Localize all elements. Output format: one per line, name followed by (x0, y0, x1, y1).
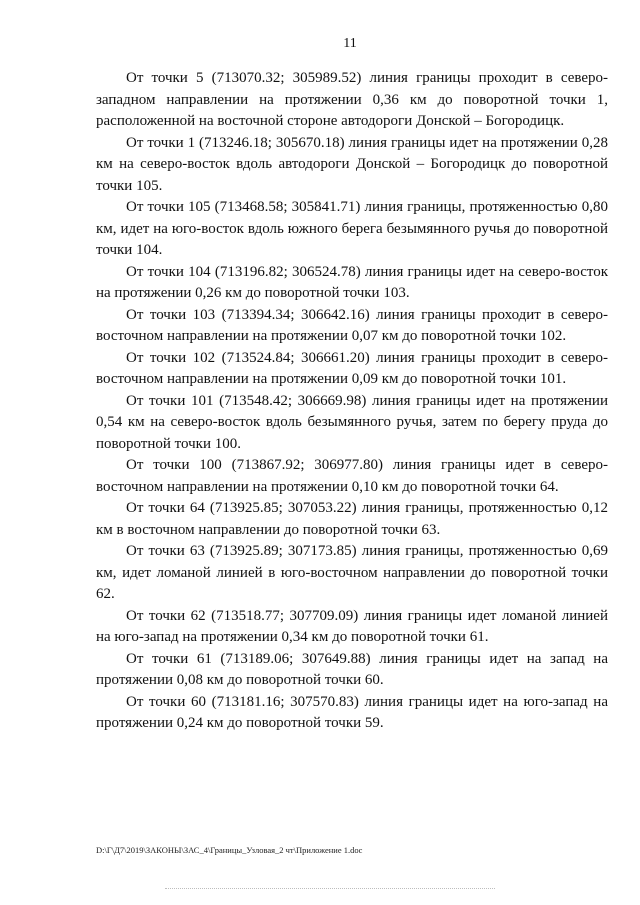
paragraph-point-103: От точки 103 (713394.34; 306642.16) линия границы проходит в северо-восточном направлении на протяжении 0,07 км до поворотной точки 102. (96, 306, 608, 344)
paragraph-point-100: От точки 100 (713867.92; 306977.80) линия границы идет в северо-восточном направлении на протяжении 0,10 км до поворотной точки 64. (96, 457, 608, 495)
paragraph-point-1: От точки 1 (713246.18; 305670.18) линия границы идет на протяжении 0,28 км на северо-восток вдоль автодороги Донской – Богородицк до поворотной точки 105. (96, 134, 608, 194)
paragraph-point-5: От точки 5 (713070.32; 305989.52) линия границы проходит в северо-западном направлении на протяжении 0,36 км до поворотной точки 1, расположенной на восточной стороне автодороги Донской – Богородицк. (96, 70, 608, 129)
paragraph-point-63: От точки 63 (713925.89; 307173.85) линия границы, протяженностью 0,69 км, идет ломаной линией в юго-восточном направлении до поворотной точки 62. (96, 543, 608, 602)
paragraph-point-105: От точки 105 (713468.58; 305841.71) линия границы, протяженностью 0,80 км, идет на юго-восток вдоль южного берега безымянного ручья до поворотной точки 104. (96, 199, 608, 258)
scan-artifact-line (165, 888, 495, 890)
paragraph-point-61: От точки 61 (713189.06; 307649.88) линия границы идет на запад на протяжении 0,08 км до поворотной точки 60. (96, 650, 608, 688)
paragraph-point-60: От точки 60 (713181.16; 307570.83) линия границы идет на юго-запад на протяжении 0,24 км до поворотной точки 59. (96, 693, 608, 731)
paragraph-point-101: От точки 101 (713548.42; 306669.98) линия границы идет на протяжении 0,54 км на северо-восток вдоль безымянного ручья, затем по берегу пруда до поворотной точки 100. (96, 392, 608, 452)
paragraph-point-104: От точки 104 (713196.82; 306524.78) линия границы идет на северо-восток на протяжении 0,26 км до поворотной точки 103. (96, 263, 608, 301)
paragraph-point-64: От точки 64 (713925.85; 307053.22) линия границы, протяженностью 0,12 км в восточном направлении до поворотной точки 63. (96, 500, 608, 538)
paragraph-point-62: От точки 62 (713518.77; 307709.09) линия границы идет ломаной линией на юго-запад на протяжении 0,34 км до поворотной точки 61. (96, 607, 608, 645)
paragraph-point-102: От точки 102 (713524.84; 306661.20) линия границы проходит в северо-восточном направлении на протяжении 0,09 км до поворотной точки 101. (96, 349, 608, 387)
document-body (96, 68, 608, 735)
page-number: 11 (343, 36, 357, 51)
footer-file-path: D:\Г\Д7\2019\ЗАКОНЫ\ЗАС_4\Границы_Узловая_2 чт\Приложение 1.doc (96, 845, 363, 855)
